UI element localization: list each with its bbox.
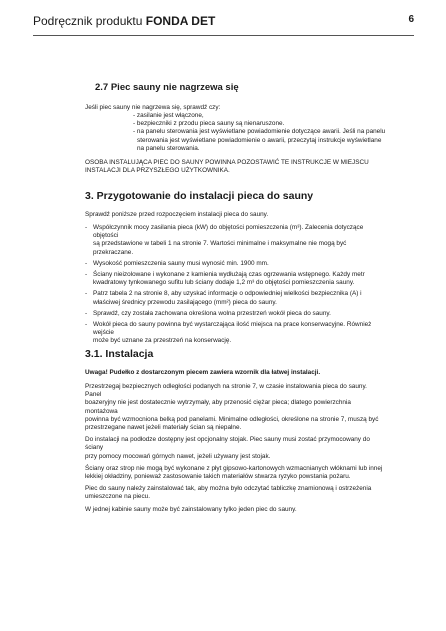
- header-divider: [33, 35, 414, 36]
- list-item: - bezpieczniki z przodu pieca sauny są nienaruszone.: [133, 120, 285, 128]
- list-item-line: są przedstawione w tabeli 1 na stronie 7. Wartości minimalne i maksymalne nie mogą być przekraczane.: [93, 240, 347, 256]
- list-item: [85, 271, 385, 287]
- list-item-line: - Wysokość pomieszczenia sauny musi wynosić min. 1900 mm.: [85, 260, 385, 268]
- s31-warning: Uwaga! Pudełko z dostarczonym piecem zawiera wzornik dla łatwej instalacji.: [85, 369, 321, 376]
- list-item-line: - Sprawdź, czy została zachowana określona wolna przestrzeń wokół pieca do sauny.: [85, 310, 385, 318]
- section-heading: 2.7 Piec sauny nie nagrzewa się: [95, 82, 239, 93]
- s3-bullet-list: [85, 224, 385, 346]
- paragraph-line: lekkiej okładziny, ponieważ zastosowanie takich materiałów stwarza ryzyko powstania pożaru.: [85, 473, 351, 481]
- page-number: 6: [408, 14, 414, 25]
- s31-body: [85, 383, 385, 514]
- paragraph-line: Do instalacji na podłodze dostępny jest opcjonalny stojak. Piec sauny musi zostać przymocowany do ściany: [85, 436, 370, 452]
- paragraph-line: Piec do sauny należy zainstalować tak, aby można było odczytać tabliczkę znamionową i ostrzeżenia: [85, 485, 372, 493]
- list-item-line: właściwej średnicy przewodu zasilającego (mm²) pieca do sauny.: [93, 298, 277, 306]
- list-item: [85, 224, 385, 257]
- s3-intro: Sprawdź poniższe przed rozpoczęciem instalacji pieca do sauny.: [85, 211, 269, 218]
- list-item-line: - Patrz tabela 2 na stronie 8, aby uzyskać informacje o odpowiedniej wielkości bezpiecznika (A) i: [85, 290, 385, 298]
- paragraph: [85, 465, 385, 481]
- list-item: na panelu sterowania.: [137, 144, 200, 152]
- paragraph: [85, 506, 385, 514]
- list-item: [85, 321, 385, 346]
- note-line: INSTALACJI DLA PRZYSZŁEGO UŻYTKOWNIKA.: [85, 167, 230, 175]
- list-item-line: może być uznane za przestrzeń na konserwację.: [93, 337, 232, 345]
- paragraph-line: boazeryjny nie jest dostatecznie wytrzymały, aby przenosić ciężar pieca; dlatego powierzchnia montażowa: [85, 399, 351, 415]
- paragraph-line: przestrzegane nawet jeżeli materiały ścian są niepalne.: [85, 424, 242, 432]
- note-line: OSOBA INSTALUJĄCA PIEC DO SAUNY POWINNA POZOSTAWIĆ TE INSTRUKCJE W MIEJSCU: [85, 159, 369, 166]
- s27-check-list: [133, 112, 393, 153]
- list-item: sterowania jest wyświetlane powiadomienie o awarii, przeczytaj instrukcje wyświetlane: [137, 136, 382, 144]
- paragraph-line: przy pomocy mocowań górnych nawet, jeżeli używany jest stojak.: [85, 452, 271, 460]
- paragraph: [85, 436, 385, 461]
- section-3-heading: 3. Przygotowanie do instalacji pieca do sauny: [85, 190, 314, 202]
- list-item-line: kwadratowy tynkowanego sufitu lub ściany dodaje 1,2 m³ do objętości pomieszczenia sauny.: [93, 279, 355, 287]
- list-item: - zasilanie jest włączone,: [133, 112, 204, 119]
- header-title: Podręcznik produktu: [33, 14, 143, 28]
- paragraph-line: Ściany oraz strop nie mogą być wykonane z płyt gipsowo-kartonowych wzmacnianych włóknami lub innej: [85, 464, 383, 472]
- list-item: [85, 260, 385, 268]
- section-2-7-heading: [95, 82, 239, 93]
- list-item-line: - Współczynnik mocy zasilania pieca (kW) do objętości pomieszczenia (m³). Zalecenia dotyczące objętości: [85, 224, 385, 240]
- list-item-line: - Wokół pieca do sauny powinna być wystarczająca ilość miejsca na prace konserwacyjne. Również wejście: [85, 321, 385, 337]
- paragraph-line: powinna być wzmocniona belką pod panelami. Minimalne odległości, określone na stronie 7, muszą być: [85, 415, 379, 423]
- list-item-line: - Ściany nieizolowane i wykonane z kamienia wydłużają czas ogrzewania wstępnego. Każdy metr: [85, 271, 385, 279]
- list-item: [85, 310, 385, 318]
- paragraph-line: W jednej kabinie sauny może być zainstalowany tylko jeden piec do sauny.: [85, 505, 297, 513]
- paragraph-line: umieszczone na piecu.: [85, 493, 151, 501]
- section-3-1-heading: 3.1. Instalacja: [85, 348, 154, 360]
- s27-intro: Jeśli piec sauny nie nagrzewa się, sprawdź czy:: [85, 104, 221, 111]
- s27-note: [85, 159, 395, 175]
- running-header: [33, 14, 215, 28]
- paragraph: [85, 485, 385, 501]
- list-item: - na panelu sterowania jest wyświetlane powiadomienie dotyczące awarii. Jeśli na panelu: [133, 128, 386, 136]
- paragraph-line: Przestrzegaj bezpiecznych odległości podanych na stronie 7, w czasie instalowania pieca do sauny. Panel: [85, 383, 367, 399]
- header-product: FONDA DET: [145, 14, 216, 28]
- paragraph: [85, 383, 385, 432]
- list-item: [85, 290, 385, 306]
